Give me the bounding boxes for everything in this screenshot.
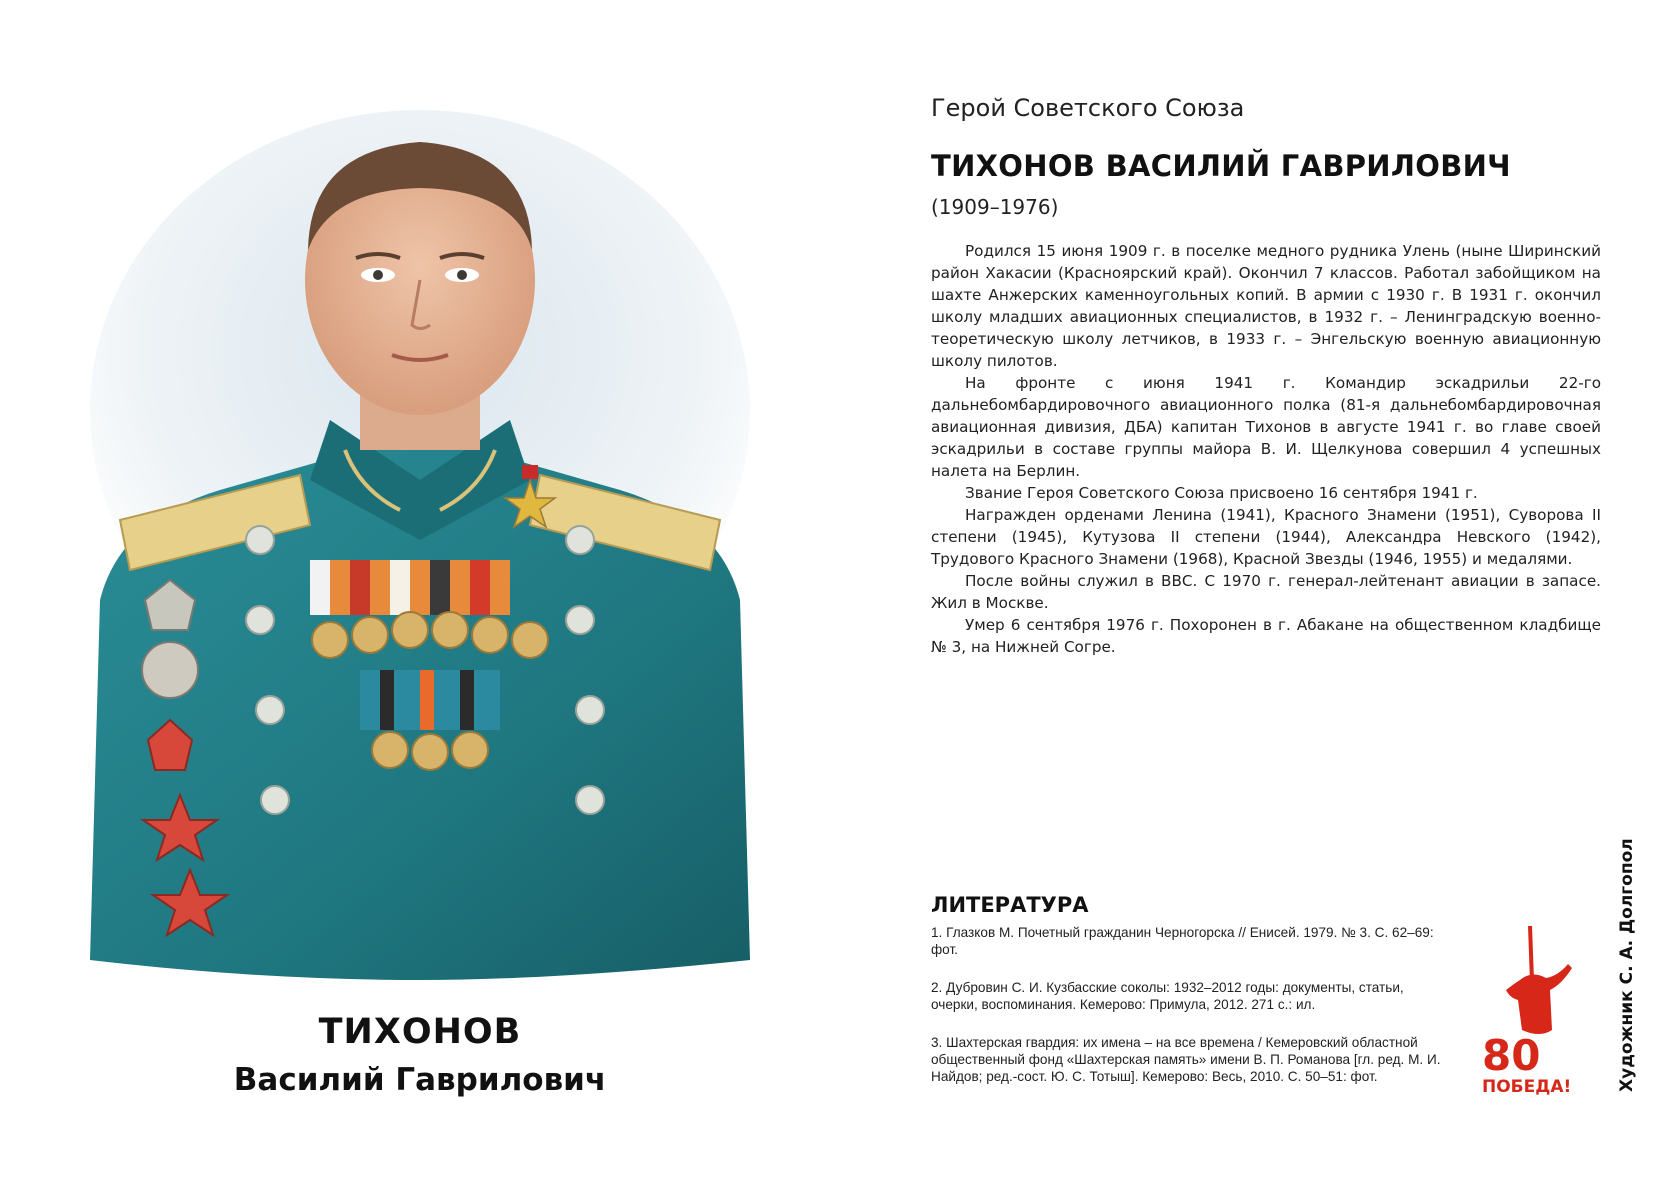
page-title: ТИХОНОВ ВАСИЛИЙ ГАВРИЛОВИЧ [931,149,1511,183]
biography [931,240,1601,658]
bio-paragraph: Родился 15 июня 1909 г. в поселке медного рудника Улень (ныне Ширинский район Хакасии (Красноярский край). Окончил 7 классов. Работал забойщиком на шахте Анжерских каменноугольных копий. В армии с 1930 г. В 1931 г. окончил школу младших авиационных специалистов, в 1932 г. – Ленинградскую военно-теоретическую школу летчиков, в 1933 г. – Энгельскую военную авиационную школу пилотов. [931,242,1601,370]
bio-paragraph: Награжден орденами Ленина (1941), Красного Знамени (1951), Суворова II степени (1945), Кутузова II степени (1944), Александра Невского (1942), Трудового Красного Знамени (1968), Красной Звезды (1946, 1955) и медалями. [931,506,1601,568]
life-years: (1909–1976) [931,195,1059,219]
literature-list [931,924,1441,1106]
portrait-caption-name: Василий Гаврилович [233,1062,607,1098]
bio-paragraph: Умер 6 сентября 1976 г. Похоронен в г. Абакане на общественном кладбище № 3, на Нижней Согре. [931,616,1601,656]
literature-item: 3. Шахтерская гвардия: их имена – на все времена / Кемеровский областной общественный фонд «Шахтерская память» имени В. П. Романова [гл. ред. М. И. Найдов; ред.-сост. Ю. С. Тотыш]. Кемерово: Весь, 2010. С. 50–51: фот. [931,1035,1441,1084]
literature-item: 2. Дубровин С. И. Кузбасские соколы: 1932–2012 годы: документы, статьи, очерки, воспоминания. Кемерово: Примула, 2012. 271 с.: ил. [931,980,1404,1012]
bio-paragraph: После войны служил в ВВС. С 1970 г. генерал-лейтенант авиации в запасе. Жил в Москве. [931,572,1601,612]
portrait-painting [60,80,780,1000]
subtitle: Герой Советского Союза [931,94,1245,122]
literature-heading: ЛИТЕРАТУРА [931,893,1089,917]
lower-ribbons [360,670,500,730]
portrait-caption-surname: ТИХОНОВ [318,1012,522,1052]
artist-credit: Художник С. А. Долгопол [1617,838,1637,1092]
literature-item: 1. Глазков М. Почетный гражданин Черногорска // Енисей. 1979. № 3. С. 62–69: фот. [931,925,1434,957]
motherland-statue-icon [1506,926,1572,1034]
victory-80-logo [1480,920,1590,1100]
medal-ribbons [310,560,510,615]
logo-word: ПОБЕДА! [1482,1077,1572,1097]
bio-paragraph: На фронте с июня 1941 г. Командир эскадрильи 22-го дальнебомбардировочного авиационного полка (81-я дальнебомбардировочная авиационная дивизия, ДБА) капитан Тихонов в августе 1941 г. во главе своей эскадрильи в составе группы майора В. И. Щелкунова совершил 4 успешных налета на Берлин. [931,374,1601,480]
logo-number: 80 [1482,1031,1541,1080]
bio-paragraph: Звание Героя Советского Союза присвоено 16 сентября 1941 г. [965,484,1478,502]
